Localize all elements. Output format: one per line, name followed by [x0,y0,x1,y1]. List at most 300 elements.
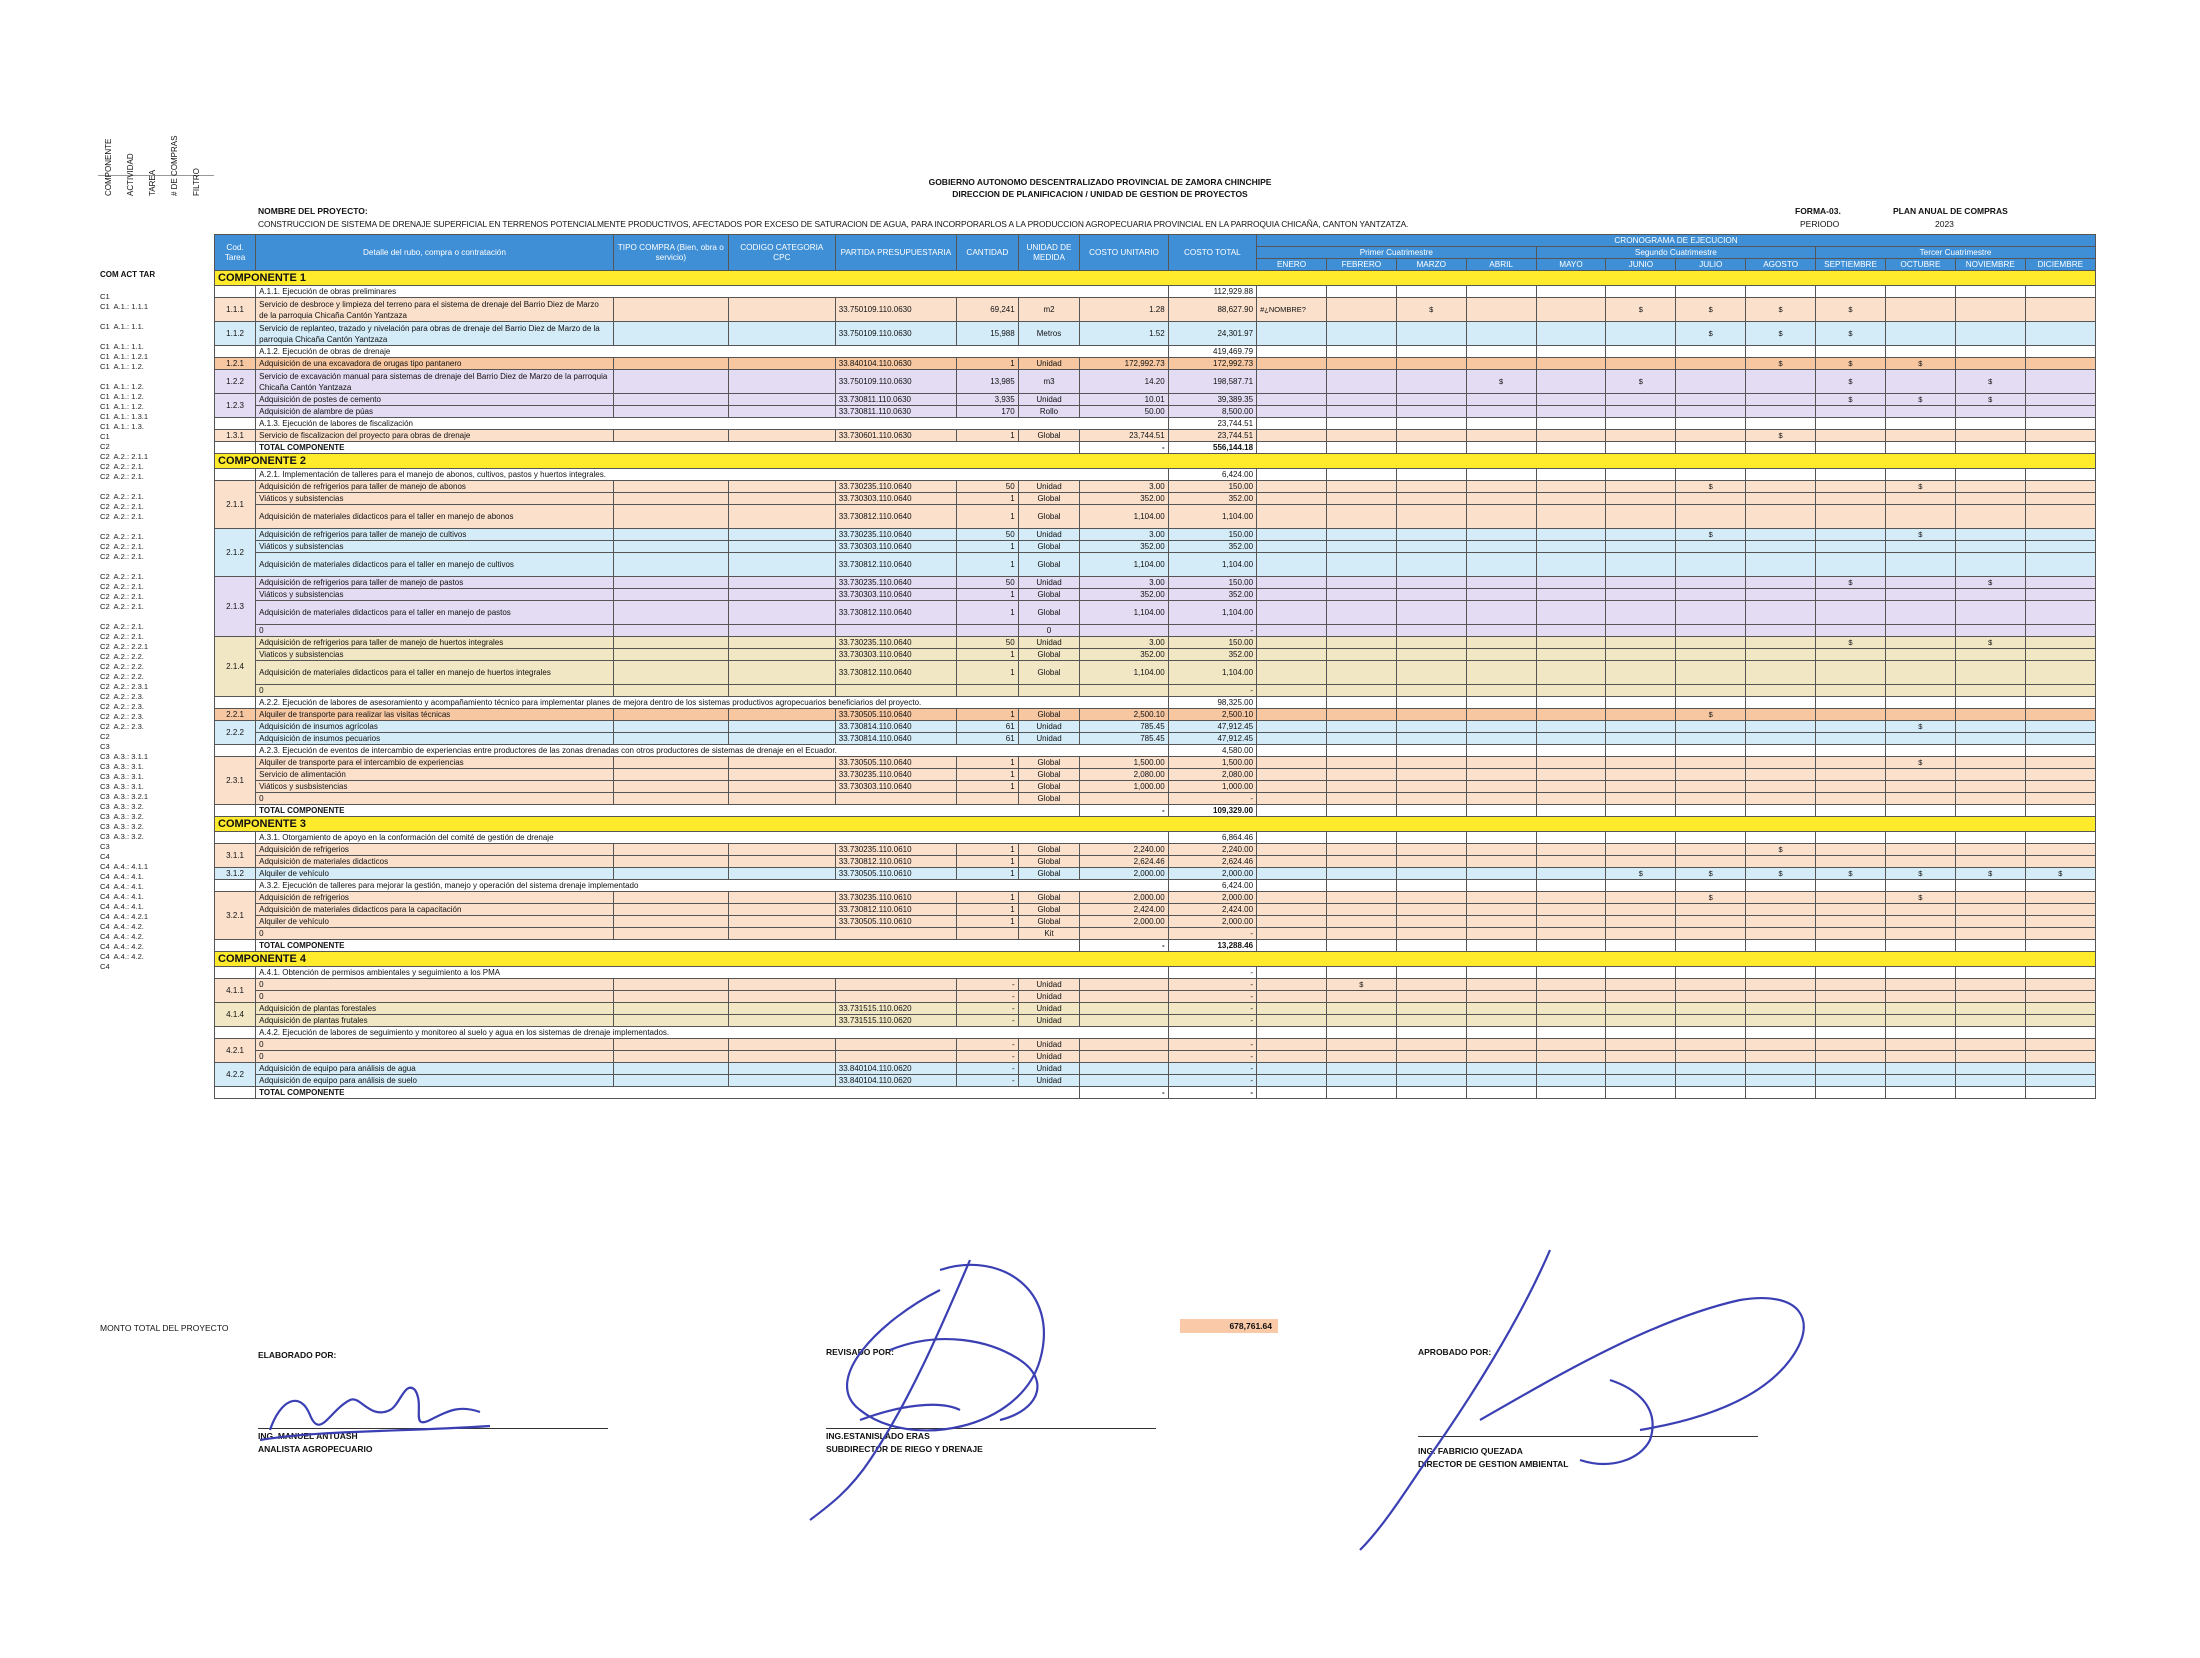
month-cell [1606,430,1676,442]
month-cell [1606,832,1676,844]
month-cell [1816,832,1886,844]
month-cell [1676,286,1746,298]
month-cell [1466,892,1536,904]
month-cell [1606,589,1676,601]
item-costo-unitario: 2,624.46 [1080,856,1168,868]
col-q1: Primer Cuatrimestre [1257,247,1537,259]
month-cell [1606,793,1676,805]
item-costo-total: 2,000.00 [1168,868,1256,880]
month-cell [1955,880,2025,892]
item-costo-total: - [1168,685,1256,697]
month-cell: $ [1816,370,1886,394]
item-partida [835,685,956,697]
empty-cell [215,832,256,844]
item-costo-total: 150.00 [1168,529,1256,541]
activity-total: 98,325.00 [1168,697,1256,709]
month-cell [1816,745,1886,757]
month-cell [1396,637,1466,649]
month-cell [2025,940,2095,952]
activity-title: A.2.1. Implementación de talleres para el manejo de abonos, cultivos, pastos y huertos integrales. [256,469,1169,481]
month-cell [1466,505,1536,529]
item-costo-unitario: 352.00 [1080,493,1168,505]
item-partida: 33.730235.110.0640 [835,481,956,493]
month-cell [1955,805,2025,817]
month-cell [1606,709,1676,721]
month-cell [1746,967,1816,979]
month-cell [1955,322,2025,346]
item-cpc [728,649,835,661]
month-cell [1606,940,1676,952]
item-cpc [728,637,835,649]
item-cpc [728,322,835,346]
item-unidad: Unidad [1018,1063,1080,1075]
month-cell: $ [1606,868,1676,880]
table-row [215,625,2096,637]
month-cell [1606,685,1676,697]
month-cell [1955,916,2025,928]
month-cell [1466,745,1536,757]
month-cell [1257,979,1327,991]
item-unidad: Rollo [1018,406,1080,418]
item-cpc [728,601,835,625]
month-cell [2025,916,2095,928]
month-cell [1257,649,1327,661]
month-cell [2025,493,2095,505]
item-tipo [613,757,728,769]
empty-cell [215,805,256,817]
table-row [215,418,2096,430]
item-unidad: Unidad [1018,1015,1080,1027]
month-cell [1885,685,1955,697]
item-costo-unitario: 3.00 [1080,529,1168,541]
activity-total: 6,864.46 [1168,832,1256,844]
month-cell [1536,769,1606,781]
month-cell [1816,1051,1886,1063]
month-cell [1676,637,1746,649]
month-cell [2025,358,2095,370]
month-cell [1746,661,1816,685]
item-tipo [613,601,728,625]
month-cell [1816,793,1886,805]
item-costo-total: 352.00 [1168,589,1256,601]
table-row [215,904,2096,916]
month-cell [1257,481,1327,493]
month-cell [1536,406,1606,418]
month-cell [1396,1039,1466,1051]
month-cell [1676,805,1746,817]
month-cell [1536,844,1606,856]
procurement-table [214,234,2096,1099]
table-row [215,1075,2096,1087]
month-cell [1816,553,1886,577]
month-cell [1746,721,1816,733]
item-unidad: Unidad [1018,733,1080,745]
item-detail: Adquisición de refrigerios para taller de manejo de abonos [256,481,614,493]
item-partida: 33.730505.110.0640 [835,757,956,769]
month-cell [1885,832,1955,844]
month-cell [1606,418,1676,430]
item-cantidad: 170 [957,406,1019,418]
month-cell [1676,625,1746,637]
month-cell [1326,481,1396,493]
month-cell [1257,781,1327,793]
monto-total: 678,761.64 [1180,1319,1278,1333]
month-cell [1606,649,1676,661]
item-tipo [613,298,728,322]
item-cantidad: 1 [957,589,1019,601]
month-cell [1326,832,1396,844]
item-detail: Viaticos y subsistencias [256,649,614,661]
item-costo-unitario: 2,000.00 [1080,916,1168,928]
table-row [215,430,2096,442]
item-unidad: Global [1018,904,1080,916]
task-code: 2.3.1 [215,757,256,805]
item-costo-total: 47,912.45 [1168,721,1256,733]
item-partida: 33.730303.110.0640 [835,781,956,793]
month-cell [1816,649,1886,661]
month-cell [1816,733,1886,745]
label-actividad: ACTIVIDAD [126,153,135,196]
item-detail: 0 [256,928,614,940]
table-row [215,637,2096,649]
month-cell [1326,529,1396,541]
month-cell [1816,346,1886,358]
item-tipo [613,856,728,868]
task-code: 4.1.1 [215,979,256,1003]
month-cell [1885,781,1955,793]
month-cell [1466,805,1536,817]
month-cell [1396,685,1466,697]
month-cell [2025,745,2095,757]
month-cell [1676,469,1746,481]
month-cell [1326,493,1396,505]
month-cell [1326,370,1396,394]
month-cell [1816,1087,1886,1099]
item-tipo [613,781,728,793]
month-cell [1326,589,1396,601]
month-cell [1536,601,1606,625]
month-cell [2025,505,2095,529]
month-cell [1885,1027,1955,1039]
month-cell [1326,577,1396,589]
month-cell [1606,916,1676,928]
item-cpc [728,1015,835,1027]
month-cell [1885,733,1955,745]
table-row [215,991,2096,1003]
month-cell [1326,637,1396,649]
item-partida: 33.730812.110.0640 [835,505,956,529]
month-cell [1396,721,1466,733]
month-cell [1326,505,1396,529]
month-cell [1466,298,1536,322]
col-unidad: UNIDAD DE MEDIDA [1018,235,1080,271]
component-total: 109,329.00 [1168,805,1256,817]
month-cell [1676,1027,1746,1039]
month-cell: $ [1955,370,2025,394]
item-cpc [728,769,835,781]
month-cell [1816,979,1886,991]
item-detail: Servicio de alimentación [256,769,614,781]
month-cell [1257,418,1327,430]
item-cpc [728,844,835,856]
item-cantidad: 1 [957,757,1019,769]
table-row [215,733,2096,745]
month-cell [1396,967,1466,979]
item-tipo [613,709,728,721]
month-cell [1955,358,2025,370]
item-costo-total: 1,104.00 [1168,505,1256,529]
item-costo-unitario: 2,424.00 [1080,904,1168,916]
month-cell [1536,469,1606,481]
table-row [215,358,2096,370]
item-costo-total: - [1168,979,1256,991]
month-cell [1257,928,1327,940]
month-cell [1676,793,1746,805]
item-costo-total: 352.00 [1168,493,1256,505]
item-cpc [728,493,835,505]
month-cell [1955,430,2025,442]
month-cell [1466,541,1536,553]
item-unidad: Unidad [1018,1051,1080,1063]
item-cpc [728,793,835,805]
item-cantidad: 1 [957,430,1019,442]
item-cantidad [957,625,1019,637]
month-cell [1885,418,1955,430]
month-cell [1606,346,1676,358]
month-cell [1536,541,1606,553]
month-cell [1885,805,1955,817]
month-cell [2025,481,2095,493]
item-detail: 0 [256,793,614,805]
item-detail: Adquisición de insumos pecuarios [256,733,614,745]
item-costo-unitario [1080,928,1168,940]
item-costo-unitario: 3.00 [1080,577,1168,589]
month-cell [1676,358,1746,370]
month-cell [1606,406,1676,418]
month-cell [1676,493,1746,505]
month-cell [1955,697,2025,709]
month-cell [1536,358,1606,370]
month-cell [1676,442,1746,454]
activity-total: 23,744.51 [1168,418,1256,430]
item-unidad: Global [1018,856,1080,868]
item-partida: 33.730303.110.0640 [835,649,956,661]
month-cell [1606,625,1676,637]
project-name-label: NOMBRE DEL PROYECTO: [258,206,368,216]
month-cell [2025,601,2095,625]
month-cell: $ [1816,298,1886,322]
item-costo-unitario: 1.52 [1080,322,1168,346]
month-cell [1326,868,1396,880]
month-cell [1606,1015,1676,1027]
table-row [215,661,2096,685]
month-cell [2025,1015,2095,1027]
month-cell [1466,844,1536,856]
month-cell [1466,577,1536,589]
col-cronograma: CRONOGRAMA DE EJECUCION [1257,235,2096,247]
item-costo-total: - [1168,1063,1256,1075]
item-partida: 33.730235.110.0640 [835,529,956,541]
month-cell [1606,601,1676,625]
month-cell [1326,793,1396,805]
item-detail: Adquisición de alambre de púas [256,406,614,418]
month-cell [1257,346,1327,358]
empty-cell [215,745,256,757]
month-cell [1396,505,1466,529]
month-cell [1396,1003,1466,1015]
month-cell [1606,844,1676,856]
item-partida: 33.730235.110.0610 [835,892,956,904]
month-cell [1816,529,1886,541]
item-tipo [613,553,728,577]
component-total-dash: - [1080,442,1168,454]
month-cell [1676,856,1746,868]
month-cell [1466,769,1536,781]
month-cell [1816,589,1886,601]
item-unidad: m2 [1018,298,1080,322]
table-row [215,1039,2096,1051]
item-cantidad: 13,985 [957,370,1019,394]
month-cell [1257,733,1327,745]
month-cell [2025,346,2095,358]
table-row [215,697,2096,709]
month-cell [1257,370,1327,394]
empty-cell [215,286,256,298]
month-cell [1816,721,1886,733]
month-cell [1396,856,1466,868]
month-cell [1396,892,1466,904]
item-unidad: Global [1018,769,1080,781]
month-cell [1536,832,1606,844]
month-cell [1466,1087,1536,1099]
month-cell [1536,793,1606,805]
month-cell [1746,1027,1816,1039]
month-cell [1326,1039,1396,1051]
month-cell [1536,805,1606,817]
month-cell [2025,832,2095,844]
item-detail: Servicio de excavación manual para sistemas de drenaje del Barrio Diez de Marzo de la parroquia Chicaña Cantón Yantzaza [256,370,614,394]
table-row [215,271,2096,286]
month-cell [1536,322,1606,346]
month-cell [2025,1039,2095,1051]
item-cantidad: 69,241 [957,298,1019,322]
month-cell: $ [1885,757,1955,769]
empty-cell [215,346,256,358]
empty-cell [215,880,256,892]
month-cell [1536,967,1606,979]
month-cell [1326,322,1396,346]
month-cell [1326,649,1396,661]
item-costo-unitario: 3.00 [1080,481,1168,493]
month-cell [2025,541,2095,553]
month-cell [1257,1039,1327,1051]
month-cell [1536,1063,1606,1075]
month-cell [1955,940,2025,952]
month-cell: $ [1816,868,1886,880]
item-costo-total: 8,500.00 [1168,406,1256,418]
item-cantidad: 15,988 [957,322,1019,346]
month-cell [1676,781,1746,793]
month-cell [1396,844,1466,856]
item-partida [835,625,956,637]
month-cell [1606,577,1676,589]
month-cell [1257,637,1327,649]
month-cell [1885,505,1955,529]
month-cell: $ [1885,721,1955,733]
task-code: 2.1.1 [215,481,256,529]
month-cell [1955,505,2025,529]
month-cell: $ [1396,298,1466,322]
item-cantidad: 50 [957,577,1019,589]
label-compras: # DE COMPRAS [170,135,179,196]
month-cell [1676,685,1746,697]
month-cell [1536,1075,1606,1087]
month-cell [1396,991,1466,1003]
item-unidad: Global [1018,661,1080,685]
month-cell [1466,442,1536,454]
month-cell [1396,442,1466,454]
item-tipo [613,904,728,916]
month-cell [1606,322,1676,346]
month-cell [1466,979,1536,991]
item-costo-total: - [1168,1075,1256,1087]
month-cell [1536,577,1606,589]
month-cell [1606,757,1676,769]
month-cell: $ [1885,394,1955,406]
month-cell [1606,781,1676,793]
item-cpc [728,928,835,940]
month-cell [1396,1051,1466,1063]
month-cell [1466,286,1536,298]
month-cell [1885,346,1955,358]
month-cell [1466,781,1536,793]
month-cell [1606,541,1676,553]
month-cell [1746,781,1816,793]
month-cell [1746,541,1816,553]
month-cell [1396,1015,1466,1027]
month-cell [1257,685,1327,697]
month-cell [1746,1063,1816,1075]
item-cpc [728,481,835,493]
month-cell [1257,916,1327,928]
item-partida: 33.730812.110.0640 [835,553,956,577]
table-row [215,1015,2096,1027]
month-cell [1816,769,1886,781]
item-detail: Viáticos y subsistencias [256,493,614,505]
item-costo-unitario [1080,1003,1168,1015]
month-cell [1396,346,1466,358]
month-cell [1466,733,1536,745]
item-detail: Adquisición de materiales didacticos para el taller en manejo de abonos [256,505,614,529]
month-cell [1676,967,1746,979]
signature-revisado [740,1230,1160,1530]
month-cell [1606,892,1676,904]
month-cell [1606,721,1676,733]
table-row [215,856,2096,868]
month-cell [1885,370,1955,394]
month-cell [1746,442,1816,454]
month-cell [1746,1087,1816,1099]
month-cell [2025,370,2095,394]
item-costo-unitario [1080,1063,1168,1075]
item-costo-unitario: 2,080.00 [1080,769,1168,781]
item-partida: 33.730505.110.0640 [835,709,956,721]
item-partida: 33.730601.110.0630 [835,430,956,442]
task-code: 1.2.3 [215,394,256,418]
month-cell [1396,904,1466,916]
month-cell [1746,757,1816,769]
table-row [215,844,2096,856]
